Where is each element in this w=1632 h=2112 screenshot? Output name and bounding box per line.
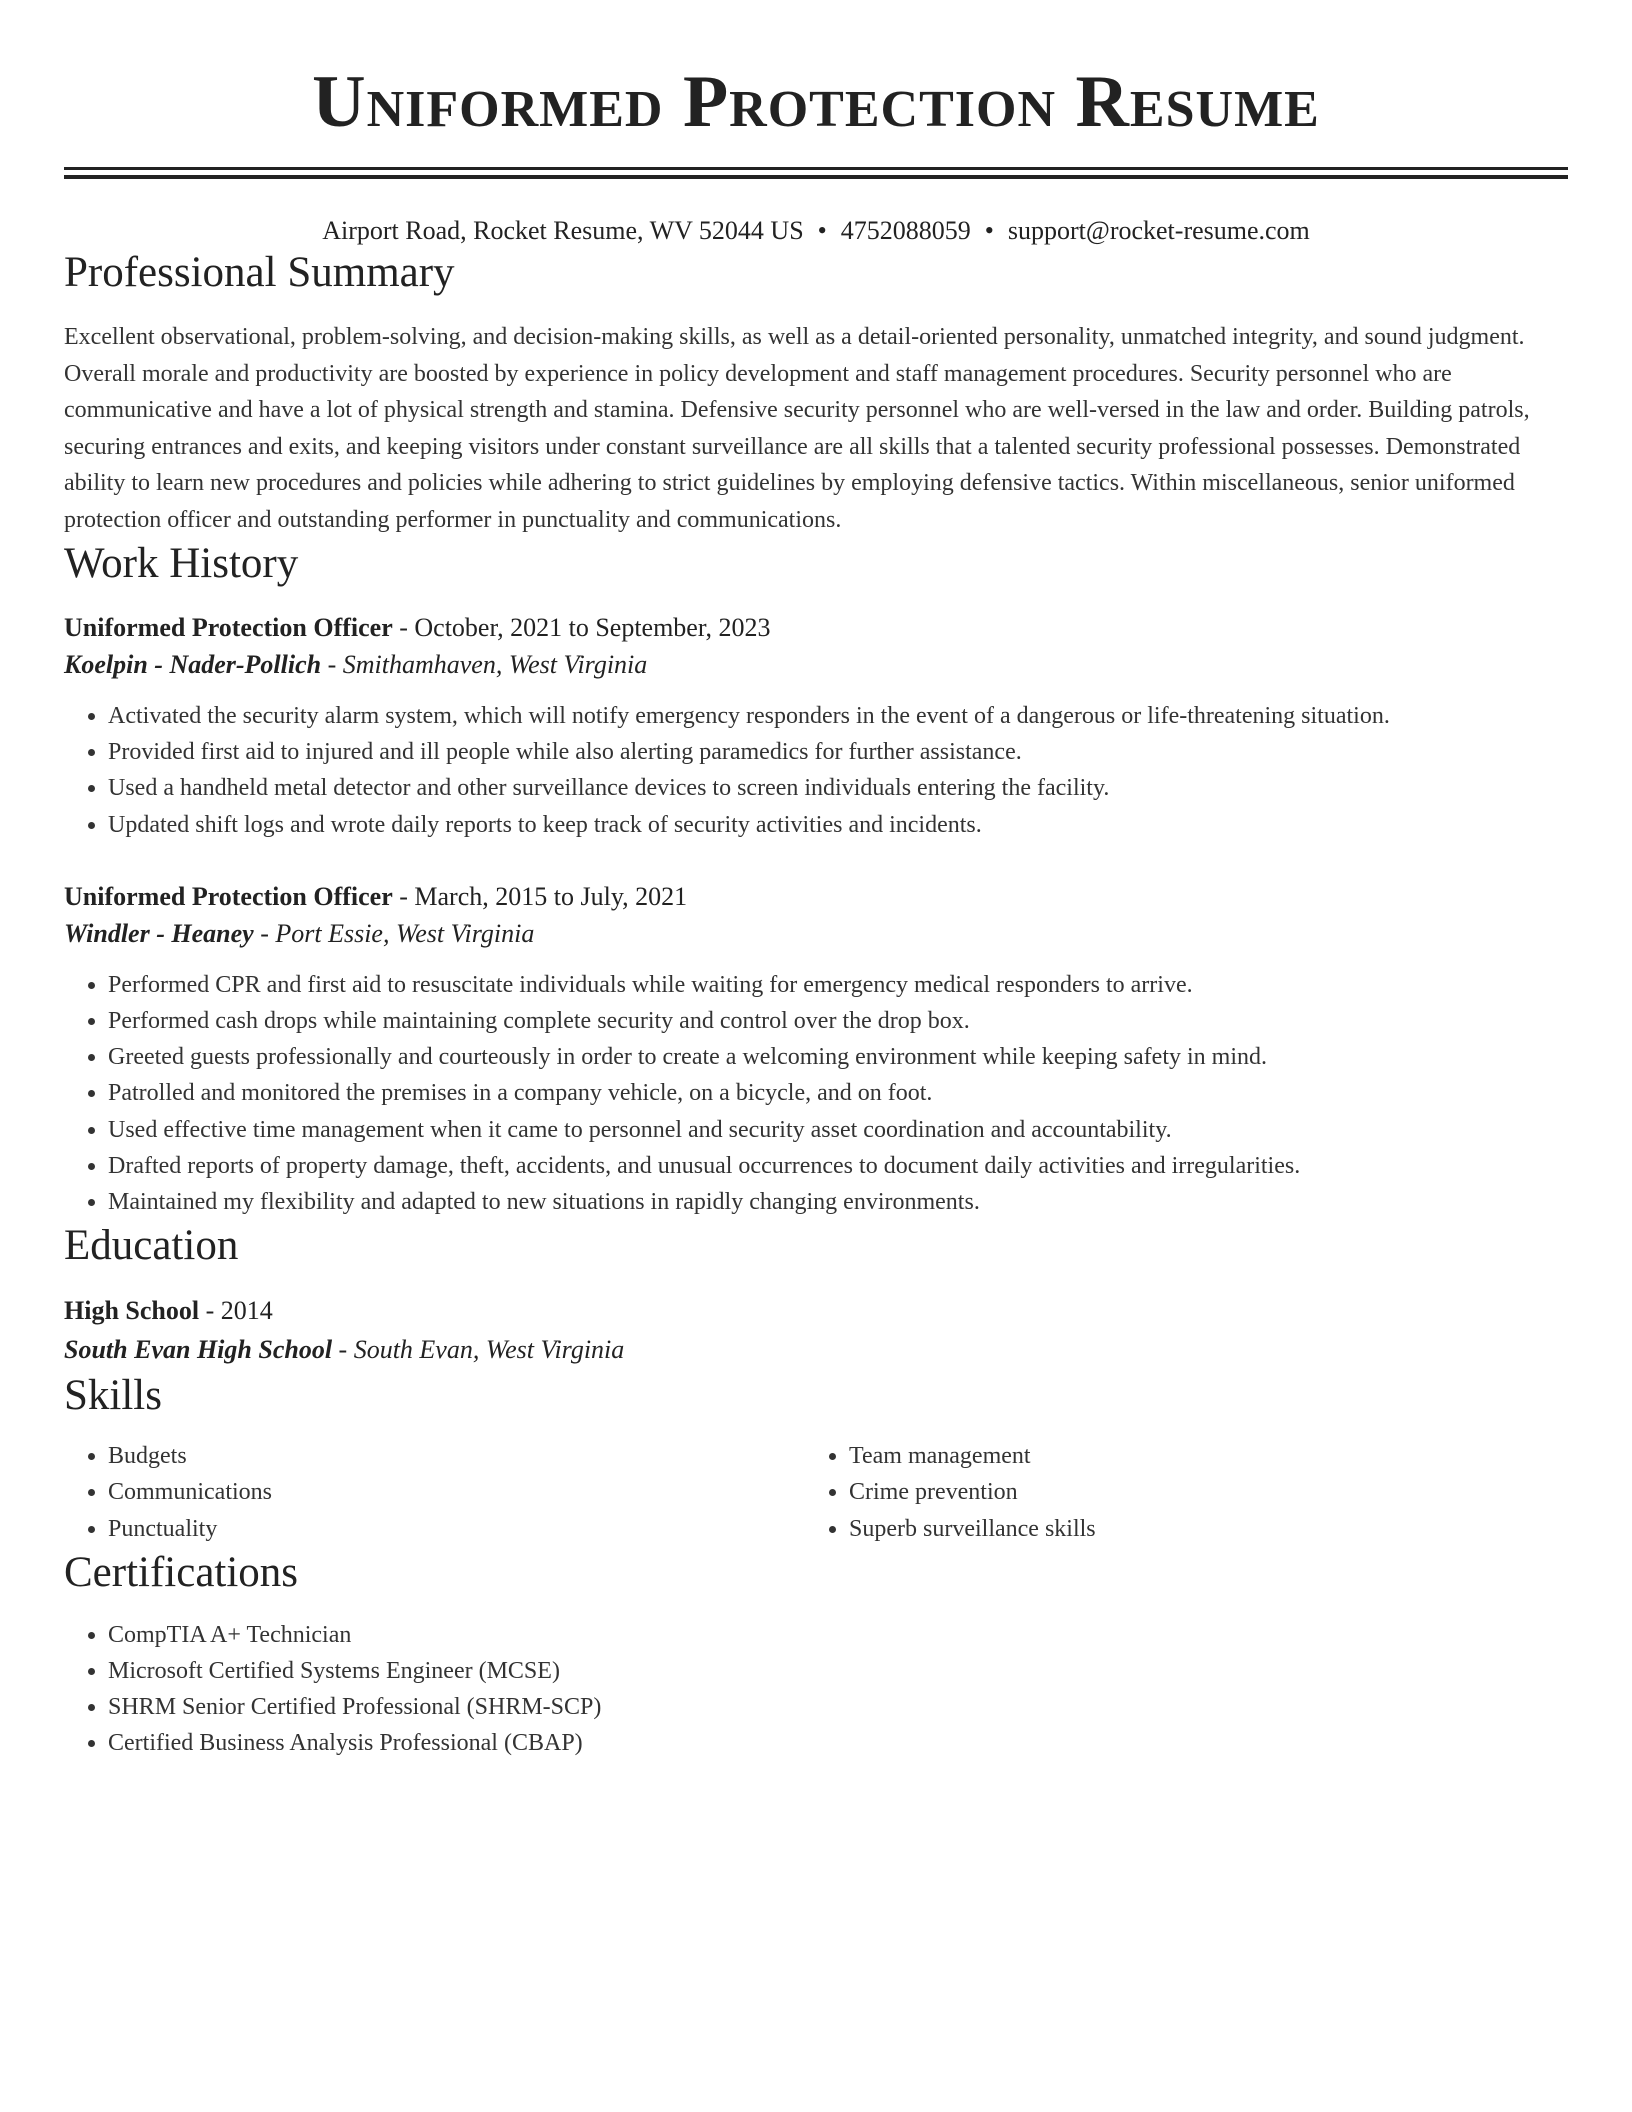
job-entry: [64, 879, 1568, 1220]
job-duties-list: [64, 698, 1568, 843]
list-item: • Microsoft Certified Systems Engineer (MCSE): [108, 1653, 1568, 1689]
job-duties-list: [64, 967, 1568, 1220]
job-header: [64, 879, 1568, 915]
education-header: [64, 1292, 1568, 1330]
list-item: • Used a handheld metal detector and other surveillance devices to screen individuals entering the facility.: [108, 770, 1568, 806]
education-entry: [64, 1292, 1568, 1370]
resume-title: Uniformed Protection Resume: [312, 61, 1320, 143]
job-company: Windler - Heaney: [64, 918, 254, 948]
contact-separator: •: [984, 216, 994, 245]
education-school: South Evan High School: [64, 1335, 333, 1365]
certifications-heading: Certifications: [64, 1548, 299, 1596]
list-item: • Performed CPR and first aid to resuscitate individuals while waiting for emergency medical responders to arrive.: [108, 967, 1568, 1003]
list-item: • Greeted guests professionally and courteously in order to create a welcoming environment while keeping safety in mind.: [108, 1039, 1568, 1075]
list-item: • Budgets: [108, 1438, 805, 1474]
list-item: • Patrolled and monitored the premises in a company vehicle, on a bicycle, and on foot.: [108, 1075, 1568, 1111]
summary-heading: Professional Summary: [64, 249, 455, 296]
job-position: Uniformed Protection Officer: [64, 881, 393, 911]
list-item: • Activated the security alarm system, which will notify emergency responders in the event of a dangerous or life-threatening situation.: [108, 698, 1568, 734]
contact-line: [64, 215, 1568, 247]
title-divider: [64, 167, 1568, 179]
list-item: • Certified Business Analysis Professional (CBAP): [108, 1725, 1568, 1761]
job-company: Koelpin - Nader-Pollich: [64, 650, 322, 679]
job-location: - Port Essie, West Virginia: [253, 918, 535, 948]
list-item: • Performed cash drops while maintaining complete security and control over the drop box.: [108, 1003, 1568, 1039]
job-entry: [64, 610, 1568, 843]
list-item: • Communications: [108, 1474, 805, 1510]
certifications-list: [64, 1617, 1568, 1762]
list-item: • Used effective time management when it came to personnel and security asset coordination and accountability.: [108, 1112, 1568, 1148]
contact-email: support@rocket-resume.com: [1007, 216, 1310, 245]
education-year: - 2014: [199, 1296, 273, 1326]
list-item: • CompTIA A+ Technician: [108, 1617, 1568, 1653]
job-dates: - October, 2021 to September, 2023: [392, 613, 771, 642]
list-item: • Drafted reports of property damage, theft, accidents, and unusual occurrences to document daily activities and irregularities.: [108, 1148, 1568, 1184]
list-item: • SHRM Senior Certified Professional (SHRM-SCP): [108, 1689, 1568, 1725]
education-heading: Education: [64, 1222, 239, 1270]
contact-phone: 4752088059: [840, 216, 971, 245]
job-position: Uniformed Protection Officer: [64, 613, 393, 642]
skills-heading: Skills: [64, 1372, 162, 1420]
list-item: • Provided first aid to injured and ill people while also alerting paramedics for further assistance.: [108, 734, 1568, 770]
education-school-line: [64, 1330, 1568, 1370]
skills-columns: [64, 1438, 1568, 1547]
list-item: • Superb surveillance skills: [849, 1511, 1546, 1547]
education-location: - South Evan, West Virginia: [332, 1335, 625, 1365]
summary-text: Excellent observational, problem-solving, and decision-making skills, as well as a detail-oriented personality, unmatched integrity, and sound judgment. Overall morale and productivity are boosted by experience in policy development and staff management procedures. Security personnel who are communicative and have a lot of physical strength and stamina. Defensive security personnel who are well-versed in the law and order. Building patrols, securing entrances and exits, and keeping visitors under constant surveillance are all skills that a talented security professional possesses. Demonstrated ability to learn new procedures and policies while adhering to strict guidelines by employing defensive tactics. Within miscellaneous, senior uniformed protection officer and outstanding performer in punctuality and communications.: [64, 324, 1530, 533]
list-item: • Updated shift logs and wrote daily reports to keep track of security activities and incidents.: [108, 807, 1568, 843]
job-header: [64, 610, 1568, 646]
list-item: • Team management: [849, 1438, 1546, 1474]
list-item: • Crime prevention: [849, 1474, 1546, 1510]
skills-list-right: [805, 1438, 1546, 1547]
job-dates: - March, 2015 to July, 2021: [392, 881, 688, 911]
skills-list-left: [64, 1438, 805, 1547]
list-item: • Maintained my flexibility and adapted to new situations in rapidly changing environments.: [108, 1184, 1568, 1220]
list-item: • Punctuality: [108, 1511, 805, 1547]
education-degree: High School: [64, 1296, 200, 1326]
contact-separator: •: [817, 216, 827, 245]
job-employer: [64, 646, 1568, 684]
work-history-heading: Work History: [64, 540, 299, 587]
job-employer: [64, 915, 1568, 953]
job-location: - Smithamhaven, West Virginia: [321, 650, 648, 679]
contact-address: Airport Road, Rocket Resume, WV 52044 US: [322, 216, 804, 245]
